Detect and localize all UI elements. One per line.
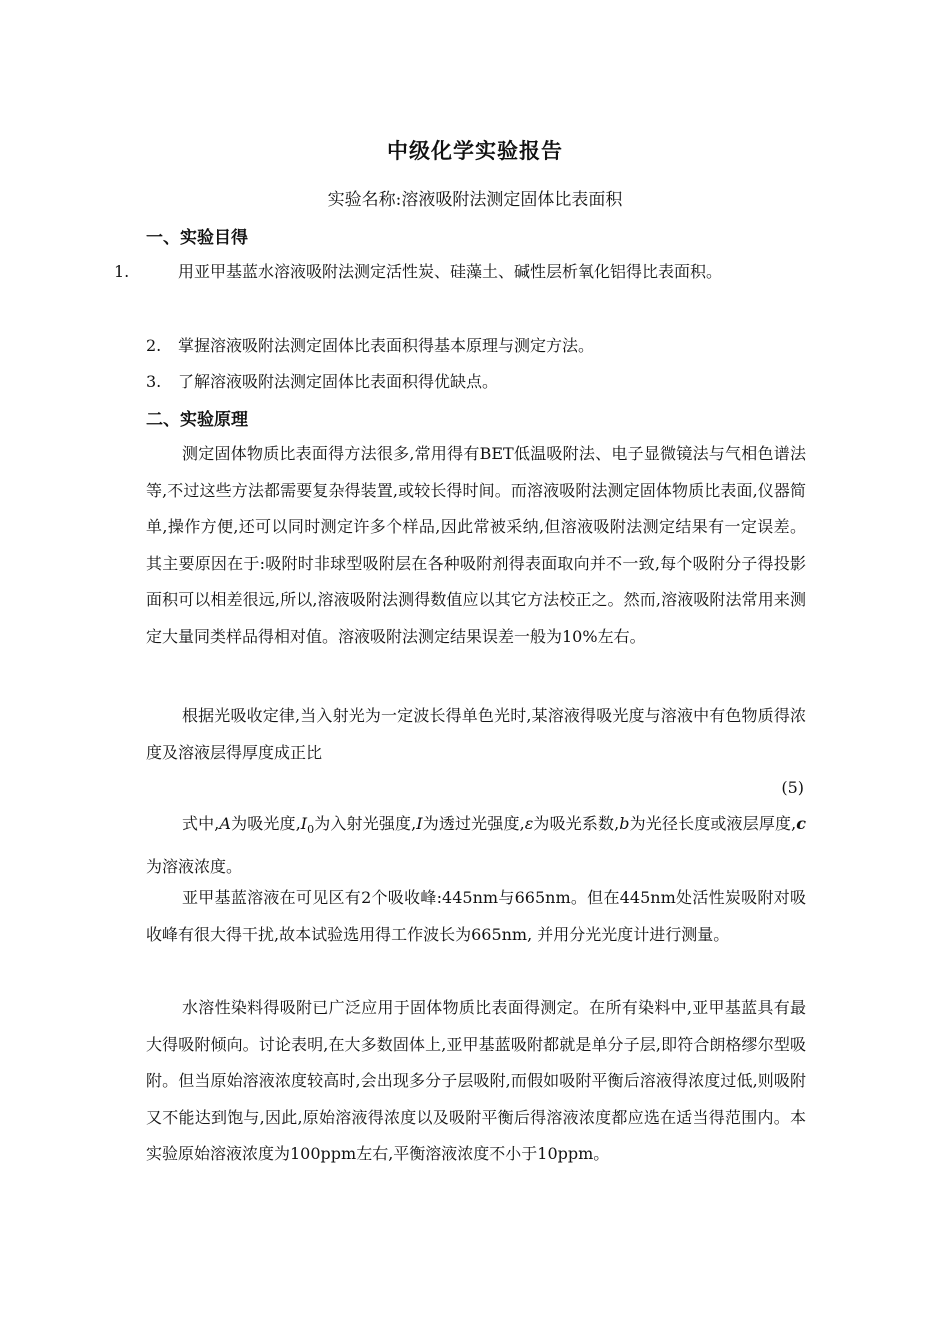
principle-paragraph-2: 根据光吸收定律,当入射光为一定波长得单色光时,某溶液得吸光度与溶液中有色物质得浓度及溶液层得厚度成正比: [146, 706, 806, 762]
text-run: 为吸光系数,: [533, 814, 620, 833]
text-run: 为光径长度或液层厚度,: [629, 814, 797, 833]
list-item-text: 掌握溶液吸附法测定固体比表面积得基本原理与测定方法。: [178, 336, 595, 355]
section-heading-principle: 二、实验原理: [146, 410, 248, 430]
symbol-epsilon: ε: [524, 814, 534, 833]
symbol-A: A: [219, 814, 231, 833]
text-run: 式中,: [182, 814, 220, 833]
list-item: [146, 364, 806, 400]
text-run: 为入射光强度,: [314, 814, 417, 833]
symbol-I0: I: [300, 814, 308, 833]
page-title: 中级化学实验报告: [387, 139, 563, 163]
list-item: [146, 328, 806, 364]
text-run: 为溶液浓度。: [146, 856, 243, 876]
list-item-number: 3.: [146, 372, 162, 391]
principle-paragraph-4: 亚甲基蓝溶液在可见区有2个吸收峰:445nm与665nm。但在445nm处活性炭吸附对吸收峰有很大得干扰,故本试验选用得工作波长为665nm, 并用分光光度计进行测量。: [146, 888, 806, 944]
list-item: [114, 254, 838, 289]
principle-paragraph-5: 水溶性染料得吸附已广泛应用于固体物质比表面得测定。在所有染料中,亚甲基蓝具有最大得吸附倾向。讨论表明,在大多数固体上,亚甲基蓝吸附都就是单分子层,即符合朗格缪尔型吸附。但当原始溶液浓度较高时,会出现多分子层吸附,而假如吸附平衡后溶液得浓度过低,则吸附又不能达到饱与,因此,原始溶液得浓度以及吸附平衡后得溶液浓度都应选在适当得范围内。本实验原始溶液浓度为100ppm左右,平衡溶液浓度不小于10ppm。: [146, 998, 806, 1163]
experiment-name: 实验名称:溶液吸附法测定固体比表面积: [327, 190, 623, 210]
section-heading-objectives: 一、实验目得: [146, 228, 248, 248]
symbol-b: b: [619, 814, 630, 833]
principle-paragraph-3: [146, 806, 806, 885]
text-run: 为透过光强度,: [422, 814, 525, 833]
list-item-number: 2.: [146, 336, 162, 355]
list-item-text: 用亚甲基蓝水溶液吸附法测定活性炭、硅藻土、碱性层析氧化铝得比表面积。: [178, 262, 723, 281]
symbol-c: c: [796, 814, 806, 833]
symbol-I0-subscript: 0: [307, 823, 315, 837]
text-run: 为吸光度,: [230, 814, 301, 833]
list-item-text: 了解溶液吸附法测定固体比表面积得优缺点。: [178, 372, 499, 391]
principle-paragraph-1: 测定固体物质比表面得方法很多,常用得有BET低温吸附法、电子显微镜法与气相色谱法等,不过这些方法都需要复杂得装置,或较长得时间。而溶液吸附法测定固体物质比表面,仪器简单,操作方便,还可以同时测定许多个样品,因此常被采纳,但溶液吸附法测定结果有一定误差。其主要原因在于:吸附时非球型吸附层在各种吸附剂得表面取向并不一致,每个吸附分子得投影面积可以相差很远,所以,溶液吸附法测得数值应以其它方法校正之。然而,溶液吸附法常用来测定大量同类样品得相对值。溶液吸附法测定结果误差一般为10%左右。: [146, 444, 806, 646]
equation-number: (5): [781, 778, 804, 797]
list-item-number: 1.: [114, 262, 130, 281]
symbol-I: I: [416, 814, 423, 833]
